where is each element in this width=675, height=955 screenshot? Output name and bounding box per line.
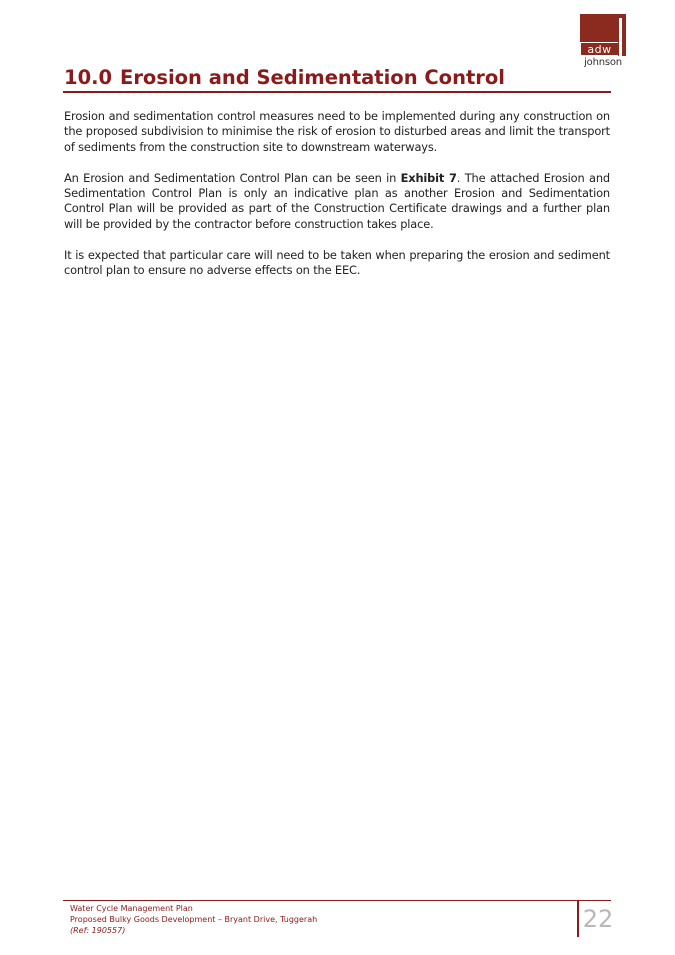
paragraph-2-lead: An Erosion and Sedimentation Control Plan can be seen in xyxy=(64,170,401,185)
footer-divider xyxy=(63,900,611,901)
paragraph-3: It is expected that particular care will need to be taken when preparing the erosion and sediment control plan to ensure no adverse effects on the EEC. xyxy=(64,247,610,278)
section-title: Erosion and Sedimentation Control xyxy=(120,66,505,89)
section-number: 10.0 xyxy=(64,66,113,89)
heading-divider xyxy=(63,91,611,93)
exhibit-reference: Exhibit 7 xyxy=(400,170,457,185)
page-number: 22 xyxy=(577,901,617,937)
company-logo xyxy=(580,14,626,72)
footer-reference: (Ref: 190557) xyxy=(70,926,126,935)
section-heading xyxy=(64,66,610,90)
logo-mark xyxy=(580,14,626,56)
paragraph-2 xyxy=(64,171,610,233)
logo-bar xyxy=(619,18,622,56)
footer-project-name: Proposed Bulky Goods Development – Bryant Drive, Tuggerah xyxy=(70,915,318,924)
body-content xyxy=(64,109,610,294)
footer-document-title: Water Cycle Management Plan xyxy=(70,904,193,913)
footer-info xyxy=(70,903,317,936)
paragraph-1: Erosion and sedimentation control measures need to be implemented during any construction on the proposed subdivision to minimise the risk of erosion to disturbed areas and limit the transport of sediments from the construction site to downstream waterways. xyxy=(64,109,610,154)
logo-mark-text: adw xyxy=(580,42,618,56)
logo-wordmark: johnson xyxy=(584,57,622,68)
paragraph-2-rest: . The attached Erosion and Sedimentation Control Plan is only an indicative plan as another Erosion and Sedimentation Control Plan will be provided as part of the Construction Certificate drawings and a further plan will be provided by the contractor before construction takes place. xyxy=(64,170,610,231)
